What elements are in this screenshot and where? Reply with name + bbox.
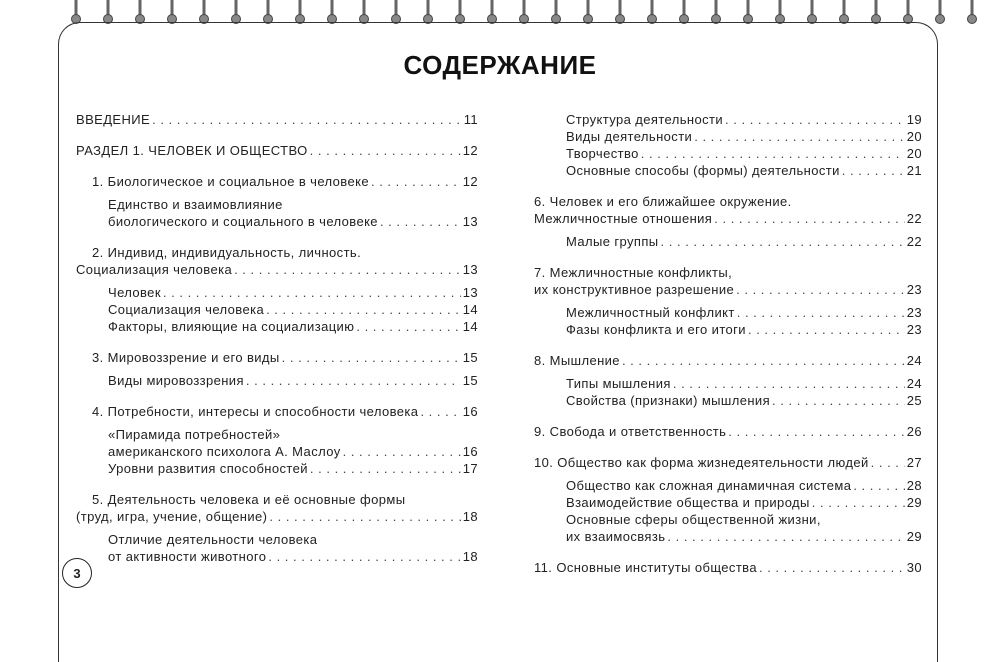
toc-page-number: 15 [462,373,478,388]
toc-entry-text: 5. Деятельность человека и её основные формы [92,492,406,507]
binding-ring [264,0,273,24]
toc-entry-text: «Пирамида потребностей» [108,427,281,442]
toc-line [76,443,478,460]
toc-page-number: 16 [462,444,478,459]
toc-page-number: 12 [462,174,478,189]
toc-section [534,111,922,179]
binding-ring [968,0,977,24]
binding-ring [552,0,561,24]
binding-ring [744,0,753,24]
toc-entry-text: ВВЕДЕНИЕ [76,112,151,127]
toc-entry-text: 11. Основные институты общества [534,560,757,575]
toc-section [534,264,922,338]
toc-entry-text: 2. Индивид, индивидуальность, личность. [92,245,362,260]
toc-entry-text: 6. Человек и его ближайшее окружение. [534,194,792,209]
dot-leader [152,111,462,128]
toc-line [76,173,478,190]
toc-page-number: 23 [906,282,922,297]
binding-ring [776,0,785,24]
binding-ring [808,0,817,24]
toc-line [76,318,478,335]
toc-page-number: 21 [906,163,922,178]
toc-page-number: 12 [462,143,478,158]
toc-line [76,548,478,565]
toc-page-number: 17 [462,461,478,476]
dot-leader [871,454,905,471]
binding-ring [232,0,241,24]
toc-entry-text: Единство и взаимовлияние [108,197,283,212]
toc-section [534,352,922,409]
toc-section [76,111,478,128]
toc-entry-text: американского психолога А. Маслоу [108,444,341,459]
toc-entry-text: 9. Свобода и ответственность [534,424,727,439]
dot-leader [234,261,461,278]
toc-line [534,511,922,528]
dot-leader [736,281,905,298]
dot-leader [420,403,460,420]
toc-entry-text: Взаимодействие общества и природы [566,495,810,510]
toc-line [534,111,922,128]
toc-entry-text: 1. Биологическое и социальное в человеке [92,174,369,189]
binding-ring [104,0,113,24]
toc-page-number: 18 [462,509,478,524]
dot-leader [310,460,461,477]
toc-line [76,261,478,278]
toc-page-number: 30 [906,560,922,575]
toc-line [534,559,922,576]
toc-line [76,196,478,213]
toc-entry-text: 8. Мышление [534,353,620,368]
toc-entry-text: Типы мышления [566,376,671,391]
toc-line [534,321,922,338]
toc-line [534,193,922,210]
toc-page-number: 13 [462,285,478,300]
toc-entry-text: Малые группы [566,234,659,249]
toc-page-number: 29 [906,495,922,510]
dot-leader [282,349,461,366]
binding-ring [168,0,177,24]
toc-entry-text: их взаимосвязь [566,529,666,544]
page-title: СОДЕРЖАНИЕ [403,50,597,80]
toc-section [534,193,922,250]
toc-line [76,491,478,508]
toc-entry-text: их конструктивное разрешение [534,282,735,297]
binding-ring [648,0,657,24]
binding-ring [904,0,913,24]
toc-page-number: 26 [906,424,922,439]
toc-line [76,284,478,301]
toc-entry-text: Межличностный конфликт [566,305,735,320]
binding-ring [936,0,945,24]
toc-line [534,281,922,298]
dot-leader [310,142,461,159]
page-number-badge: 3 [62,558,92,588]
toc-entry-text: Социализация человека [76,262,233,277]
toc-page-number: 24 [906,376,922,391]
toc-entry-text: Основные способы (формы) деятельности [566,163,840,178]
dot-leader [728,423,904,440]
toc-line [534,145,922,162]
binding-ring [296,0,305,24]
toc-left-column [76,111,478,579]
toc-entry-text: 3. Мировоззрение и его виды [92,350,280,365]
toc-page-number: 25 [906,393,922,408]
toc-page-number: 14 [462,319,478,334]
toc-page-number: 22 [906,234,922,249]
toc-line [76,372,478,389]
toc-line [534,392,922,409]
toc-page-number: 13 [462,214,478,229]
toc-page-number: 28 [906,478,922,493]
toc-line [76,508,478,525]
toc-line [534,233,922,250]
binding-ring [424,0,433,24]
toc-line [534,528,922,545]
toc-page-number: 18 [462,549,478,564]
binding-ring [488,0,497,24]
toc-section [534,454,922,545]
binding-ring [584,0,593,24]
dot-leader [622,352,905,369]
toc-entry-text: Творчество [566,146,639,161]
dot-leader [266,301,461,318]
toc-line [76,142,478,159]
binding-ring [520,0,529,24]
dot-leader [661,233,905,250]
binding-ring [616,0,625,24]
toc-line [76,111,478,128]
dot-leader [667,528,904,545]
toc-page-number: 11 [463,112,478,127]
binding-ring [136,0,145,24]
toc-line [76,301,478,318]
dot-leader [673,375,905,392]
toc-page-number: 14 [462,302,478,317]
toc-entry-text: (труд, игра, учение, общение) [76,509,268,524]
dot-leader [694,128,905,145]
toc-line [76,426,478,443]
toc-line [534,494,922,511]
toc-right-column [534,111,922,590]
dot-leader [737,304,905,321]
dot-leader [356,318,460,335]
toc-section [76,173,478,230]
toc-line [76,349,478,366]
dot-leader [772,392,905,409]
binding-ring [456,0,465,24]
toc-entry-text: Основные сферы общественной жизни, [566,512,821,527]
toc-entry-text: 7. Межличностные конфликты, [534,265,733,280]
binding-ring [392,0,401,24]
binding-ring [840,0,849,24]
dot-leader [759,559,905,576]
toc-page-number: 13 [462,262,478,277]
toc-section [534,423,922,440]
dot-leader [725,111,905,128]
toc-page-number: 20 [906,146,922,161]
toc-line [534,264,922,281]
toc-entry-text: 10. Общество как форма жизнедеятельности людей [534,455,869,470]
toc-page-number: 24 [906,353,922,368]
toc-section [534,559,922,576]
toc-page-number: 29 [906,529,922,544]
toc-line [76,403,478,420]
toc-entry-text: Фазы конфликта и его итоги [566,322,746,337]
toc-entry-text: Факторы, влияющие на социализацию [108,319,355,334]
toc-entry-text: от активности животного [108,549,267,564]
dot-leader [343,443,461,460]
toc-entry-text: Структура деятельности [566,112,724,127]
toc-line [534,128,922,145]
dot-leader [853,477,904,494]
toc-entry-text: Виды деятельности [566,129,693,144]
dot-leader [246,372,461,389]
dot-leader [748,321,905,338]
toc-line [76,244,478,261]
toc-line [534,162,922,179]
toc-line [76,531,478,548]
toc-entry-text: 4. Потребности, интересы и способности человека [92,404,419,419]
toc-line [76,213,478,230]
toc-line [534,375,922,392]
toc-entry-text: биологического и социального в человеке [108,214,378,229]
dot-leader [714,210,904,227]
toc-entry-text: Межличностные отношения [534,211,713,226]
binding-ring [72,0,81,24]
dot-leader [371,173,461,190]
toc-entry-text: Социализация человека [108,302,265,317]
toc-page-number: 23 [906,305,922,320]
toc-page-number: 20 [906,129,922,144]
toc-line [534,304,922,321]
toc-entry-text: Виды мировоззрения [108,373,244,388]
toc-line [534,352,922,369]
toc-section [76,491,478,565]
toc-line [534,210,922,227]
binding-ring [872,0,881,24]
toc-page-number: 15 [462,350,478,365]
toc-section [76,142,478,159]
dot-leader [380,213,461,230]
toc-entry-text: Общество как сложная динамичная система [566,478,852,493]
toc-entry-text: Человек [108,285,161,300]
toc-entry-text: Уровни развития способностей [108,461,308,476]
binding-ring [328,0,337,24]
toc-page-number: 19 [906,112,922,127]
toc-line [534,477,922,494]
dot-leader [842,162,905,179]
dot-leader [641,145,905,162]
dot-leader [268,548,460,565]
binding-ring [360,0,369,24]
toc-entry-text: РАЗДЕЛ 1. ЧЕЛОВЕК И ОБЩЕСТВО [76,143,308,158]
toc-page-number: 23 [906,322,922,337]
toc-page-number: 22 [906,211,922,226]
toc-page-number: 27 [906,455,922,470]
toc-entry-text: Отличие деятельности человека [108,532,318,547]
binding-ring [712,0,721,24]
dot-leader [269,508,460,525]
toc-section [76,403,478,477]
toc-section [76,244,478,335]
toc-entry-text: Свойства (признаки) мышления [566,393,771,408]
toc-line [534,454,922,471]
toc-line [76,460,478,477]
binding-ring [200,0,209,24]
toc-section [76,349,478,389]
toc-page-number: 16 [462,404,478,419]
dot-leader [163,284,461,301]
dot-leader [812,494,905,511]
toc-line [534,423,922,440]
binding-ring [680,0,689,24]
